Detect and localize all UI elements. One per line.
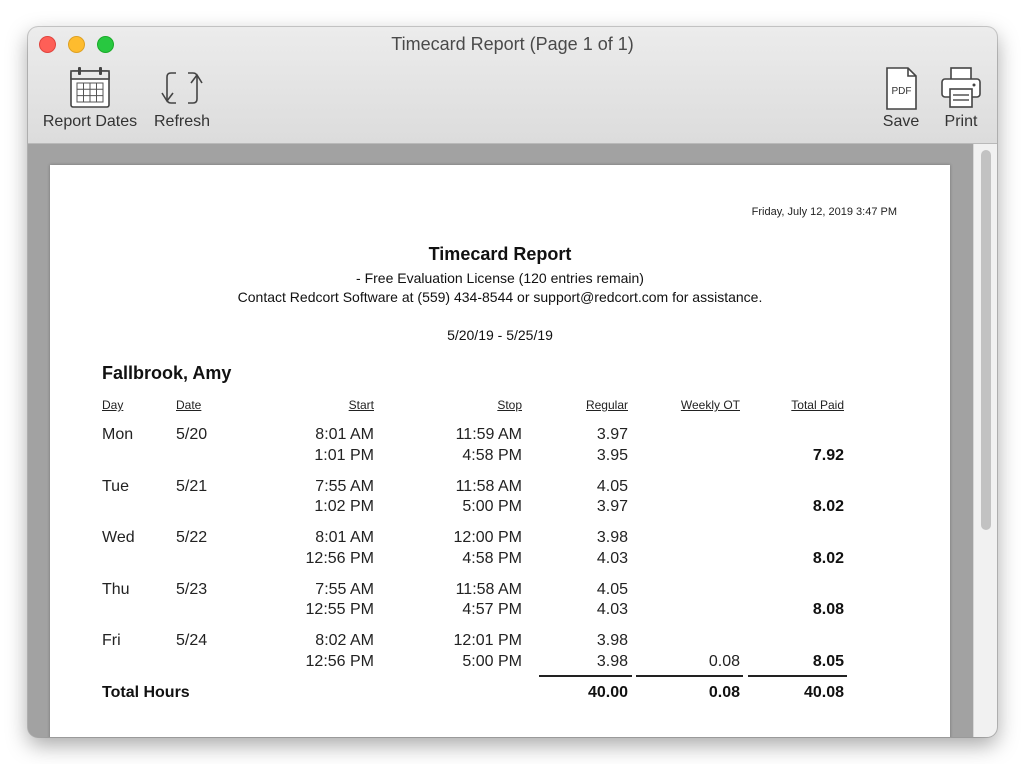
date-range: 5/20/19 - 5/25/19 [447,327,553,343]
col-header-start: Start [348,398,374,412]
col-header-day: Day [102,398,124,412]
start-cell: 8:01 AM [315,529,374,546]
stop-cell: 11:58 AM [455,478,522,495]
regular-cell: 4.05 [596,478,628,495]
col-header-regular: Regular [585,398,628,412]
report-dates-label: Report Dates [42,113,138,130]
printed-timestamp: Friday, July 12, 2019 3:47 PM [751,206,897,218]
start-cell: 7:55 AM [315,478,374,495]
col-header-weekly-ot: Weekly OT [680,398,740,412]
total-paid-total-rule [748,675,847,677]
regular-cell: 3.98 [596,653,628,670]
stop-cell: 4:57 PM [462,601,522,618]
report-viewer [28,144,997,737]
refresh-icon [159,65,205,111]
start-cell: 12:56 PM [305,550,374,567]
start-cell: 8:02 AM [315,632,374,649]
stop-cell: 12:01 PM [453,632,522,649]
pdf-file-icon [878,65,924,111]
regular-cell: 4.03 [596,550,628,567]
weekly-ot-total-rule [636,675,743,677]
regular-cell: 3.98 [596,632,628,649]
total-paid-cell: 8.02 [812,550,844,567]
vertical-scrollbar[interactable] [973,144,997,737]
date-cell: 5/23 [176,581,208,598]
regular-total-rule [539,675,632,677]
printer-icon [938,65,984,111]
day-cell: Fri [102,632,121,649]
date-cell: 5/20 [176,426,208,443]
total-hours-label: Total Hours [102,684,190,701]
calendar-icon [67,65,113,111]
day-cell: Mon [102,426,134,443]
save-label: Save [882,113,920,130]
title-bar [28,27,997,144]
date-cell: 5/24 [176,632,208,649]
col-header-date: Date [176,398,202,412]
refresh-button[interactable] [152,65,212,131]
total-paid-cell: 8.08 [812,601,844,618]
col-header-total-paid: Total Paid [791,398,844,412]
pdf-icon-text: PDF [891,86,912,97]
date-cell: 5/22 [176,529,208,546]
total-paid-cell: 8.02 [812,498,844,515]
day-cell: Tue [102,478,129,495]
col-header-stop: Stop [497,398,522,412]
date-cell: 5/21 [176,478,208,495]
start-cell: 7:55 AM [315,581,374,598]
start-cell: 12:56 PM [305,653,374,670]
stop-cell: 11:58 AM [455,581,522,598]
total-weekly-ot: 0.08 [708,684,740,701]
regular-cell: 4.05 [596,581,628,598]
regular-cell: 3.97 [596,426,628,443]
start-cell: 12:55 PM [305,601,374,618]
stop-cell: 4:58 PM [462,550,522,567]
report-window [28,27,997,737]
regular-cell: 3.98 [596,529,628,546]
scrollbar-thumb[interactable] [981,150,991,530]
total-regular: 40.00 [587,684,628,701]
start-cell: 8:01 AM [315,426,374,443]
day-cell: Thu [102,581,130,598]
license-notice: - Free Evaluation License (120 entries remain) [356,270,644,286]
report-dates-button[interactable] [37,65,143,131]
report-title: Timecard Report [428,244,572,264]
print-button[interactable] [936,65,986,131]
start-cell: 1:01 PM [314,447,374,464]
regular-cell: 3.97 [596,498,628,515]
save-button[interactable] [876,65,926,131]
start-cell: 1:02 PM [314,498,374,515]
weekly-ot-cell: 0.08 [708,653,740,670]
print-label: Print [944,113,978,130]
regular-cell: 3.95 [596,447,628,464]
regular-cell: 4.03 [596,601,628,618]
stop-cell: 12:00 PM [453,529,522,546]
contact-line: Contact Redcort Software at (559) 434-8544 or support@redcort.com for assistance. [237,289,763,305]
stop-cell: 11:59 AM [455,426,522,443]
stop-cell: 5:00 PM [462,498,522,515]
refresh-label: Refresh [153,113,211,130]
total-paid-cell: 8.05 [812,653,844,670]
window-title: Timecard Report (Page 1 of 1) [391,34,634,54]
total-paid-cell: 7.92 [812,447,844,464]
report-page [50,165,950,737]
stop-cell: 5:00 PM [462,653,522,670]
total-paid: 40.08 [803,684,844,701]
employee-name: Fallbrook, Amy [102,363,232,383]
day-cell: Wed [102,529,135,546]
stop-cell: 4:58 PM [462,447,522,464]
